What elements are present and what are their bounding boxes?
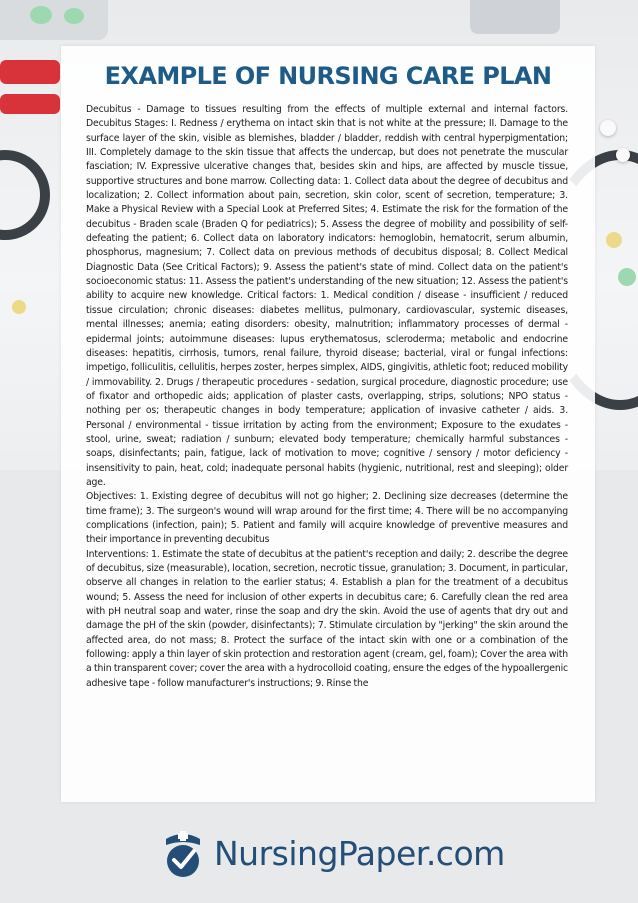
document-title: EXAMPLE OF NURSING CARE PLAN [104,62,552,90]
green-pill-icon [64,8,84,24]
white-pill-icon [600,120,616,136]
brand-logo[interactable] [160,826,505,880]
white-pill-icon [616,148,630,162]
document-body [86,103,568,691]
brand-name: NursingPaper.com [214,833,505,873]
clipboard-clip [470,0,560,34]
yellow-pill-icon [12,300,26,314]
paragraph-decubitus: Decubitus - Damage to tissues resulting from the effects of multiple external and internal factors. Decubitus Stages: I. Redness / erythema on intact skin that is not white at the pressure; II. Damage to the surface layer of the skin, visible as blemishes, bladder / bladder, reddish with central hyperpigmentation; III. Completely damage to the skin tissue that affects the undercap, but does not penetrate the muscular fasciation; IV. Expressive ulcerative changes that, besides skin and hips, are affected by muscle tissue, supportive structures and bone marrow. Collecting data: 1. Collect data about the degree of decubitus and localization; 2. Collect information about pain, secretion, skin color, scent of secretion, temperature; 3. Make a Physical Review with a Special Look at Preferred Sites; 4. Estimate the risk for the formation of the decubitus - Braden scale (Braden Q for pediatrics); 5. Assess the degree of mobility and possibility of self-defeating the patient; 6. Collect data on laboratory indicators: hemoglobin, hematocrit, serum albumin, phosphorus, magnesium; 7. Collect data on previous methods of decubitus disposal; 8. Collect Medical Diagnostic Data (See Critical Factors); 9. Assess the patient's state of mind. Collect data on the patient's socioeconomic status: 11. Assess the patient's understanding of the new situation; 12. Assess the patient's ability to acquire new knowledge. Critical factors: 1. Medical condition / disease - insufficient / reduced tissue circulation; chronic diseases: diabetes mellitus, pulmonary, cardiovascular, systemic diseases, mental illnesses; anemia; eating disorders: obesity, malnutrition; inflammatory processes of dermal - epidermal joints; autoimmune diseases: lupus erythematosus, scleroderma; metabolic and endocrine diseases: hepatitis, cirrhosis, tumors, renal failure, thyroid disease; bacterial, viral or fungal infections: impetigo, folliculitis, cellulitis, herpes zoster, herpes simplex, AIDS, gingivitis, athletic foot; reduced mobility / immovability. 2. Drugs / therapeutic procedures - sedation, surgical procedure, diagnostic procedure; use of fixator and orthopedic aids; application of plaster casts, overlapping, strips, solutions; NPO status - nothing per os; therapeutic changes in body temperature; application of invasive catheter / aids. 3. Personal / environmental - tissue irritation by acting from the environment; Exposure to the exudates - stool, urine, sweat; radiation / sunburn; elevated body temperature; chemically harmful substances - soaps, disinfectants; pain, fatigue, lack of motivation to move; cognitive / sensory / motor deficiency - insensitivity to pain, heat, cold; inadequate personal habits (hygienic, nutritional, rest and sleeping); older age. [86,104,568,488]
red-pill-pack [0,94,60,114]
red-pill-pack [0,60,60,84]
paragraph-interventions: Interventions: 1. Estimate the state of decubitus at the patient's reception and daily; 2. describe the degree of decubitus, size (measurable), location, secretion, necrotic tissue, granulation; 3. Document, in particular, observe all changes in relation to the earlier status; 4. Establish a plan for the treatment of a decubitus wound; 5. Assess the need for inclusion of other experts in decubitus care; 6. Carefully clean the red area with pH neutral soap and water, rinse the soap and dry the skin. Avoid the use of agents that dry out and damage the pH of the skin (powder, disinfectants); 7. Stimulate circulation by "jerking" the skin around the affected area, do not mass; 8. Protect the surface of the intact skin with one or a combination of the following: apply a thin layer of skin protection and restoration agent (cream, gel, foam); Cover the area with a thin transparent cover; cover the area with a hydrocolloid coating, ensure the edges of the hypoallergenic adhesive tape - follow manufacturer's instructions; 9. Rinse the [86,548,568,689]
pill-blister-pack [0,0,108,40]
green-pill-icon [618,268,636,286]
yellow-pill-icon [606,232,622,248]
paragraph-objectives: Objectives: 1. Existing degree of decubitus will not go higher; 2. Declining size decreases (determine the time frame); 3. The surgeon's wound will wrap around for the first time; 4. There will be no accompanying complications (infection, pain); 5. Patient and family will acquire knowledge of preventive measures and their importance in preventing decubitus [86,491,568,546]
green-pill-icon [30,6,52,24]
nurse-cap-checkmark-icon [160,827,206,879]
